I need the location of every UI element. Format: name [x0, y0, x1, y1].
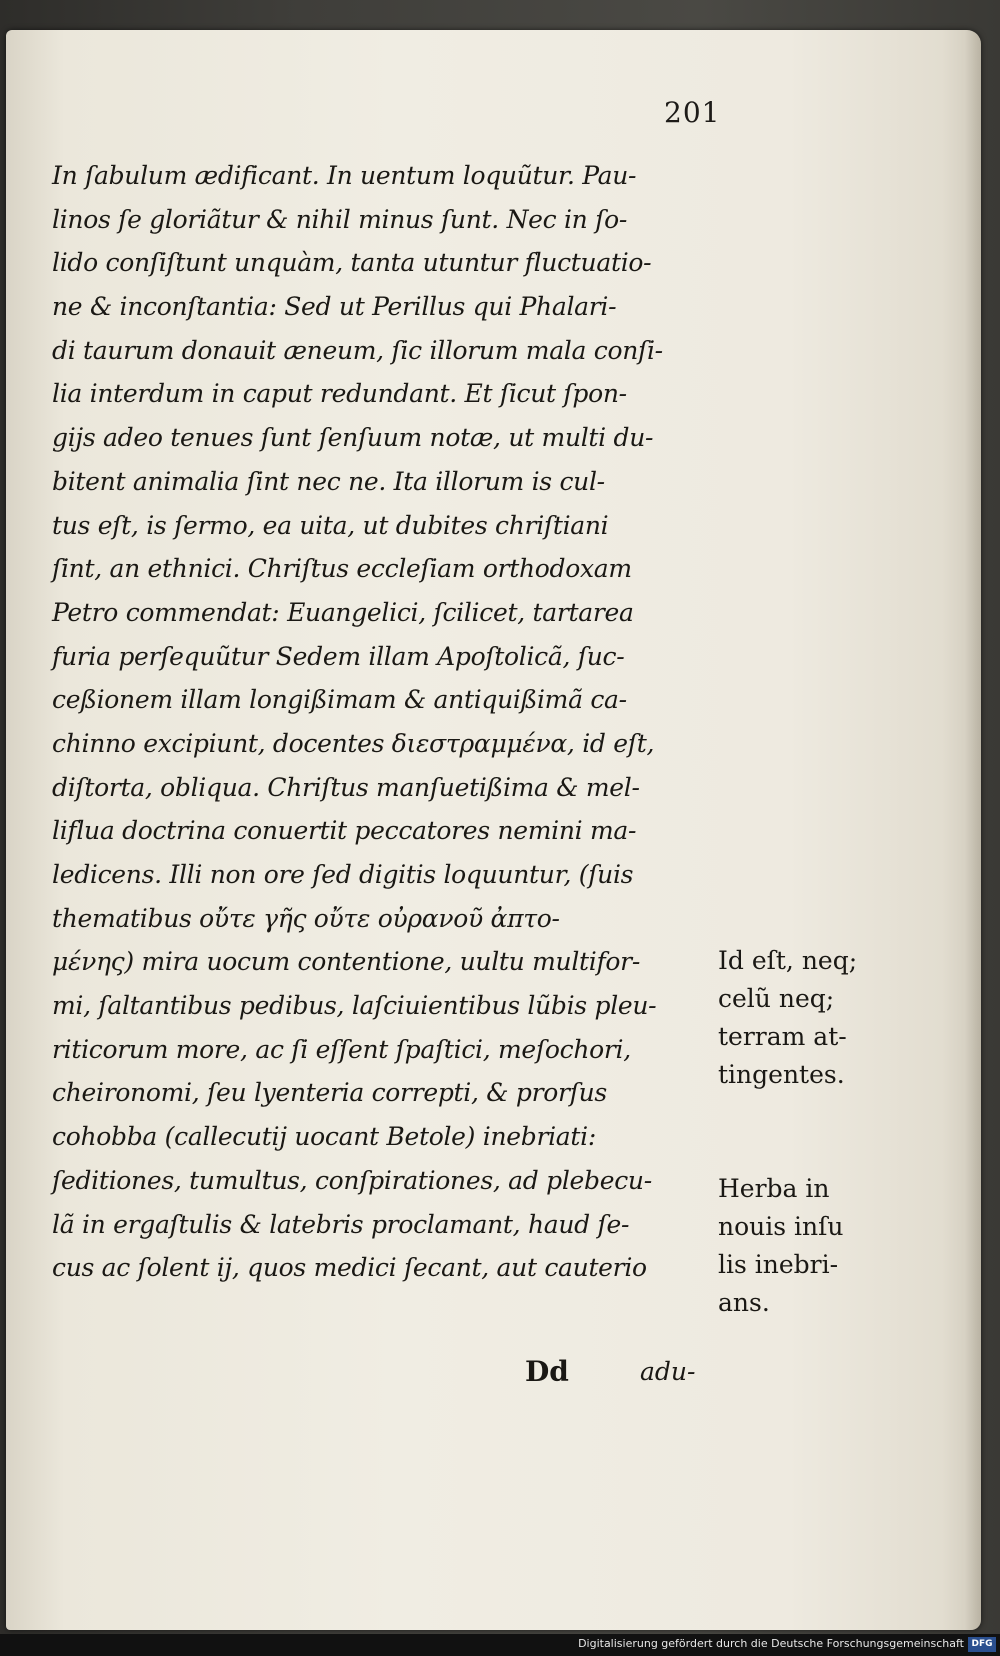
text-line: ceßionem illam longißimam & antiquißimã ca-	[52, 685, 627, 715]
funding-credit: Digitalisierung gefördert durch die Deutsche Forschungsgemeinschaft	[578, 1637, 964, 1650]
text-line: tus eſt, is ſermo, ea uita, ut dubites chriſtiani	[52, 510, 609, 540]
catchword: adu-	[640, 1357, 696, 1386]
text-line: cus ac ſolent ij, quos medici ſecant, aut cauterio	[52, 1253, 647, 1283]
main-text-block	[52, 154, 722, 1290]
marginal-note-line: terram at-	[718, 1022, 847, 1051]
text-line: ne & inconſtantia: Sed ut Perillus qui Phalari-	[52, 292, 617, 322]
page-edge-shadow	[965, 30, 981, 1630]
text-line: thematibus οὔτε γῆς οὔτε οὐρανοῦ ἀπτο-	[52, 903, 560, 933]
text-line: linos ſe gloriãtur & nihil minus ſunt. Nec in ſo-	[52, 204, 627, 234]
marginal-note-line: ans.	[718, 1288, 770, 1317]
text-line: liflua doctrina conuertit peccatores nemini ma-	[52, 816, 637, 846]
text-line: chinno excipiunt, docentes διεστραμμένα, id eſt,	[52, 728, 655, 758]
text-line: di taurum donauit æneum, ſic illorum mala conſi-	[52, 335, 663, 365]
text-line: μένης) mira uocum contentione, uultu multifor-	[52, 947, 640, 977]
text-line: ledicens. Illi non ore ſed digitis loquuntur, (ſuis	[52, 860, 634, 889]
text-line: ſint, an ethnici. Chriſtus eccleſiam orthodoxam	[52, 554, 632, 584]
text-line: lã in ergaſtulis & latebris proclamant, haud ſe-	[52, 1209, 630, 1239]
marginal-note-line: tingentes.	[718, 1060, 845, 1089]
text-line: diſtorta, obliqua. Chriſtus manſuetißima & mel-	[52, 772, 640, 802]
text-line: furia perſequũtur Sedem illam Apoſtolicã, ſuc-	[52, 641, 625, 671]
text-line: riticorum more, ac ſi eſſent ſpaſtici, meſochori,	[52, 1034, 631, 1064]
page-number: 201	[664, 96, 721, 129]
text-line: bitent animalia ſint nec ne. Ita illorum is cul-	[52, 466, 605, 496]
text-line: Petro commendat: Euangelici, ſcilicet, tartarea	[52, 597, 634, 627]
marginal-note-line: Id eſt, neq;	[718, 946, 858, 975]
marginal-note-line: nouis inſu	[718, 1212, 844, 1241]
text-line: lia interdum in caput redundant. Et ſicut ſpon-	[52, 379, 627, 409]
text-line: mi, ſaltantibus pedibus, laſciuientibus lũbis pleu-	[52, 991, 657, 1021]
text-line: gijs adeo tenues ſunt ſenſuum notæ, ut multi du-	[52, 423, 654, 453]
digitization-footer	[0, 1634, 1000, 1656]
text-line: ſeditiones, tumultus, conſpirationes, ad plebecu-	[52, 1165, 652, 1195]
signature-mark: Dd	[525, 1355, 569, 1388]
dfg-logo-icon: DFG	[968, 1637, 996, 1652]
marginal-note-line: lis inebri-	[718, 1250, 839, 1279]
marginal-note-herb	[718, 1170, 843, 1322]
text-line: In ſabulum ædificant. In uentum loquũtur. Pau-	[52, 161, 637, 190]
text-line: cohobba (callecutij uocant Betole) inebriati:	[52, 1122, 596, 1152]
marginal-note-line: Herba in	[718, 1174, 830, 1203]
text-line: lido conſiſtunt unquàm, tanta utuntur fluctuatio-	[52, 248, 652, 278]
marginal-note-gloss	[718, 942, 857, 1094]
text-line: cheironomi, ſeu lyenteria correpti, & prorſus	[52, 1078, 607, 1108]
marginal-note-line: celũ neq;	[718, 984, 835, 1013]
